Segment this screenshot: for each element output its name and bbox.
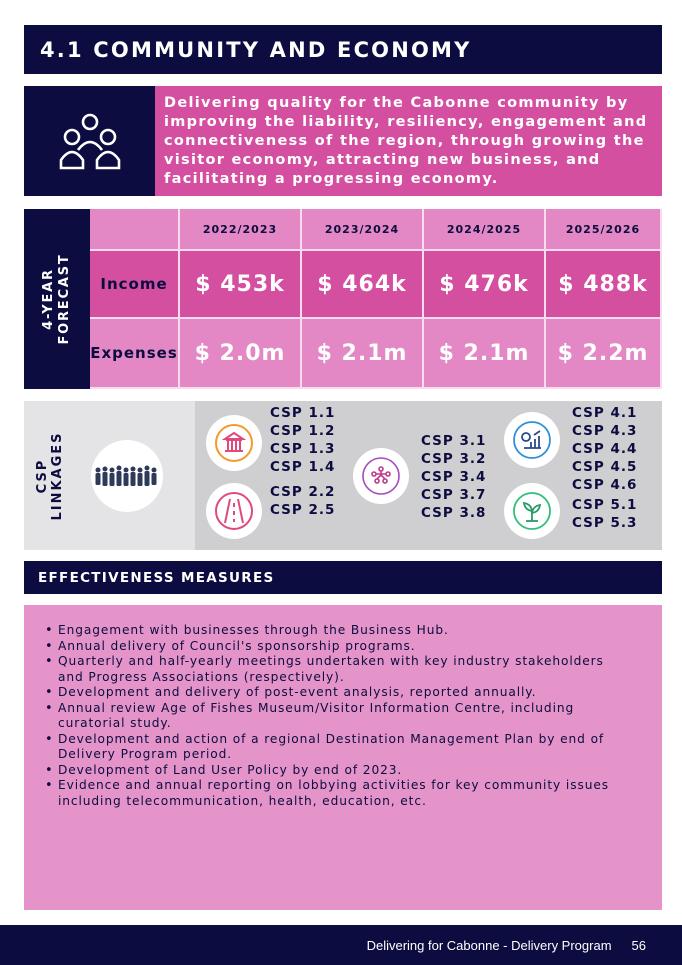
csp-code: CSP 1.3 <box>270 441 336 457</box>
year-header: 2024/2025 <box>424 209 546 251</box>
list-item: • Development and delivery of post-event analysis, reported annually. <box>42 685 622 701</box>
forecast-table <box>24 209 662 389</box>
csp-linkages-label <box>35 431 65 520</box>
csp-code: CSP 2.5 <box>270 502 336 518</box>
csp-linkages-grid <box>195 401 662 550</box>
csp-code: CSP 1.2 <box>270 423 336 439</box>
header-corner <box>90 209 180 251</box>
expenses-value: $ 2.1m <box>424 319 546 389</box>
csp-codes-group-5 <box>572 496 637 532</box>
page-number: 56 <box>631 937 646 953</box>
csp-linkages-label-area <box>24 401 195 550</box>
csp-code: CSP 4.6 <box>572 477 638 493</box>
forecast-label-line2: FORECAST <box>57 253 72 345</box>
csp-code: CSP 2.2 <box>270 484 336 500</box>
csp-code: CSP 3.2 <box>421 451 487 467</box>
income-value: $ 453k <box>180 251 302 319</box>
csp-codes-group-4 <box>572 404 637 494</box>
csp-codes-group-3 <box>421 432 486 522</box>
list-item: • Development of Land User Policy by end of 2023. <box>42 763 622 779</box>
csp-code: CSP 1.4 <box>270 459 336 475</box>
section-title: 4.1 COMMUNITY AND ECONOMY <box>40 37 472 62</box>
csp-code: CSP 4.4 <box>572 441 638 457</box>
section-title-bar <box>24 25 662 74</box>
effectiveness-list <box>42 623 662 809</box>
income-value: $ 488k <box>546 251 662 319</box>
year-header: 2023/2024 <box>302 209 424 251</box>
expenses-value: $ 2.2m <box>546 319 662 389</box>
csp-code: CSP 4.1 <box>572 405 638 421</box>
road-icon <box>206 483 262 539</box>
year-header: 2025/2026 <box>546 209 662 251</box>
community-icon <box>59 112 121 170</box>
income-value: $ 464k <box>302 251 424 319</box>
footer-text: Delivering for Cabonne - Delivery Program <box>366 937 612 953</box>
people-network-icon <box>353 448 409 504</box>
plant-icon <box>504 483 560 539</box>
expenses-value: $ 2.0m <box>180 319 302 389</box>
forecast-label <box>24 209 90 389</box>
list-item: • Engagement with businesses through the Business Hub. <box>42 623 622 639</box>
expenses-label: Expenses <box>90 319 180 389</box>
building-icon <box>206 415 262 471</box>
income-label: Income <box>90 251 180 319</box>
csp-code: CSP 3.7 <box>421 487 487 503</box>
effectiveness-heading: EFFECTIVENESS MEASURES <box>24 561 662 594</box>
csp-label-line1: CSP <box>35 458 50 494</box>
list-item: • Annual delivery of Council's sponsorship programs. <box>42 639 622 655</box>
objective-text: Delivering quality for the Cabonne community by improving the liability, resiliency, engagement and connectiveness of the region, through growing the visitor economy, attracting new business, and facilitating a progressing economy. <box>155 86 662 196</box>
csp-code: CSP 4.3 <box>572 423 638 439</box>
income-value: $ 476k <box>424 251 546 319</box>
csp-codes-group-1 <box>270 404 335 476</box>
csp-label-line2: LINKAGES <box>50 431 65 521</box>
list-item: • Evidence and annual reporting on lobbying activities for key community issues including telecommunication, health, education, etc. <box>42 778 622 809</box>
crowd-icon <box>91 440 163 512</box>
csp-codes-group-2 <box>270 483 335 519</box>
effectiveness-list-panel <box>24 605 662 910</box>
money-chart-icon <box>504 412 560 468</box>
list-item: • Development and action of a regional Destination Management Plan by end of Delivery Program period. <box>42 732 622 763</box>
year-header: 2022/2023 <box>180 209 302 251</box>
csp-code: CSP 1.1 <box>270 405 336 421</box>
list-item: • Quarterly and half-yearly meetings undertaken with key industry stakeholders and Progress Associations (respectively). <box>42 654 622 685</box>
expenses-value: $ 2.1m <box>302 319 424 389</box>
community-icon-box <box>24 86 155 196</box>
page-footer <box>0 925 682 965</box>
csp-code: CSP 3.4 <box>421 469 487 485</box>
csp-code: CSP 3.1 <box>421 433 487 449</box>
forecast-label-line1: 4-YEAR <box>41 268 56 330</box>
csp-code: CSP 5.3 <box>572 515 638 531</box>
csp-code: CSP 4.5 <box>572 459 638 475</box>
list-item: • Annual review Age of Fishes Museum/Visitor Information Centre, including curatorial study. <box>42 701 622 732</box>
csp-code: CSP 5.1 <box>572 497 638 513</box>
csp-code: CSP 3.8 <box>421 505 487 521</box>
csp-linkages-panel <box>24 401 662 550</box>
objective-panel <box>24 86 662 196</box>
